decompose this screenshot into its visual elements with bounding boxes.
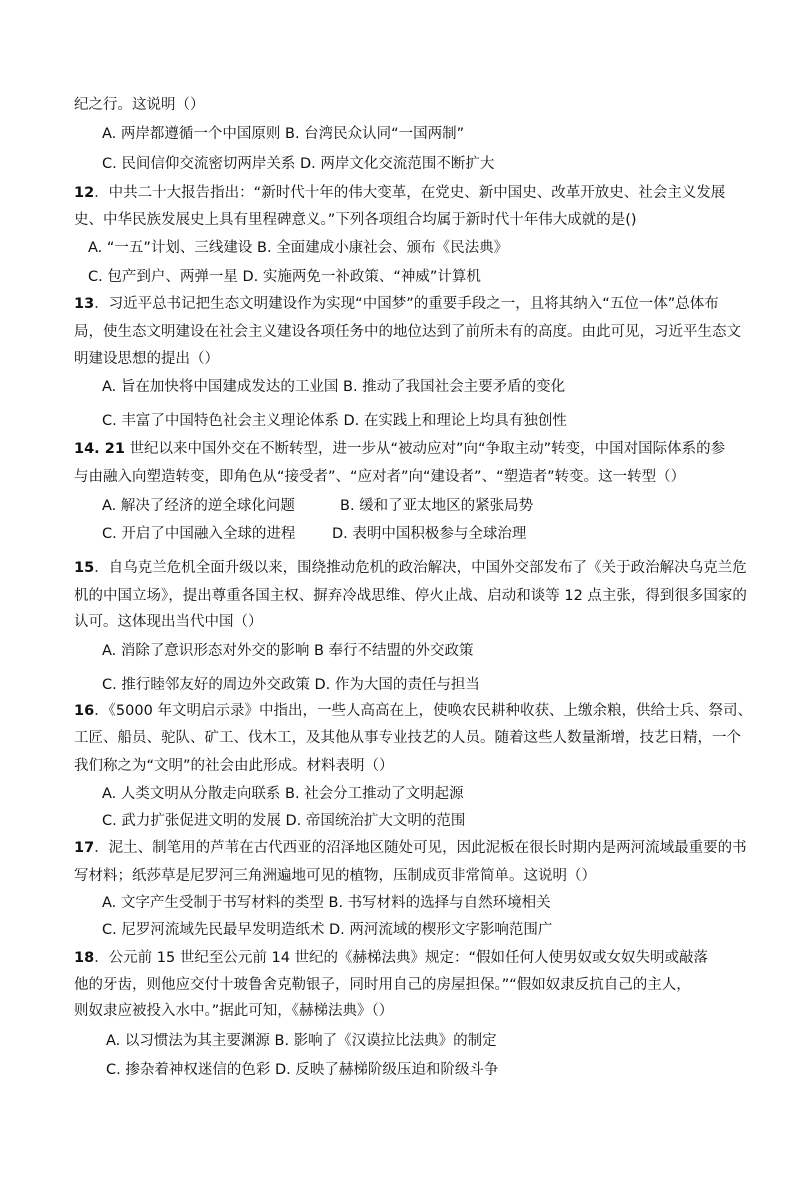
q16-number: 16 [74,703,95,719]
q15-stem-text-1: ．自乌克兰危机全面升级以来，围绕推动危机的政治解决，中国外交部发布了《关于政治解决乌克兰危 [94,560,747,576]
q11-option-ab: A. 两岸都遵循一个中国原则 B. 台湾民众认同“一国两制” [102,126,465,142]
q15-stem-line-2: 机的中国立场》，提出尊重各国主权、摒弃冷战思维、停火止战、启动和谈等 12 点主张，得到很多国家的 [74,588,747,604]
q15-stem-line-3: 认可。这体现出当代中国（） [74,614,263,630]
q17-stem-text-1: ．泥土、制笔用的芦苇在古代西亚的沼泽地区随处可见，因此泥板在很长时期内是两河流域最重要的书 [94,840,747,856]
q14-stem-line-2: 与由融入向塑造转变，即角色从“接受者”、“应对者”向“建设者”、“塑造者”转变。这一转型（） [74,469,686,485]
q14-option-a: A. 解决了经济的逆全球化问题 [102,498,295,514]
q17-stem-line-1 [74,838,747,858]
q11-stem-line-1: 纪之行。这说明（） [74,97,205,113]
q12-option-ab: A. “一五”计划、三线建设 B. 全面建成小康社会、颁布《民法典》 [88,240,509,256]
q13-stem-line-3: 明建设思想的提出（） [74,351,219,367]
q13-number: 13 [74,296,95,312]
q13-stem-line-1 [74,294,719,314]
q15-number: 15 [74,560,95,576]
q15-option-cd: C. 推行睦邻友好的周边外交政策 D. 作为大国的责任与担当 [102,677,480,693]
q14-number: 14. 21 [74,441,125,457]
q12-option-cd: C. 包产到户、两弹一星 D. 实施两免一补政策、“神威”计算机 [88,269,481,285]
q18-option-cd: C. 掺杂着神权迷信的色彩 D. 反映了赫梯阶级压迫和阶级斗争 [106,1062,499,1078]
q18-number: 18 [74,950,95,966]
q15-stem-line-1 [74,558,747,578]
q18-option-ab: A. 以习惯法为其主要渊源 B. 影响了《汉谟拉比法典》的制定 [106,1033,497,1049]
q14-option-c: C. 开启了中国融入全球的进程 [102,526,296,542]
q13-option-ab: A. 旨在加快将中国建成发达的工业国 B. 推动了我国社会主要矛盾的变化 [102,379,566,395]
q16-stem-line-3: 我们称之为“文明”的社会由此形成。材料表明（） [74,758,394,774]
q18-stem-text-1: ．公元前 15 世纪至公元前 14 世纪的《赫梯法典》规定：“假如任何人使男奴或女奴失明或敲落 [94,950,709,966]
q16-stem-line-1 [74,701,752,721]
q17-option-cd: C. 尼罗河流域先民最早发明造纸术 D. 两河流域的楔形文字影响范围广 [102,922,553,938]
q18-stem-line-2: 他的牙齿，则他应交付十玻鲁舍克勒银子，同时用自己的房屋担保。”“假如奴隶反抗自己的主人， [74,977,691,993]
q14-option-d: D. 表明中国积极参与全球治理 [332,526,527,542]
q17-option-ab: A. 文字产生受制于书写材料的类型 B. 书写材料的选择与自然环境相关 [102,895,551,911]
q17-stem-line-2: 写材料；纸莎草是尼罗河三角洲遍地可见的植物，压制成页非常简单。这说明（） [74,868,596,884]
q16-option-cd: C. 武力扩张促进文明的发展 D. 帝国统治扩大文明的范围 [102,813,466,829]
q12-number: 12 [74,185,95,201]
q16-stem-line-2: 工匠、船员、驼队、矿工、伐木工，及其他从事专业技艺的人员。随着这些人数量渐增，技艺日精，一个 [74,730,741,746]
q16-stem-text-1: ．《5000 年文明启示录》中指出，一些人高高在上，使唤农民耕种收获、上缴余粮，供给士兵、祭司、 [94,703,752,719]
q12-stem-text-1: ．中共二十大报告指出：“新时代十年的伟大变革，在党史、新中国史、改革开放史、社会主义发展 [94,185,726,201]
q11-option-cd: C. 民间信仰交流密切两岸关系 D. 两岸文化交流范围不断扩大 [102,156,495,172]
q18-stem-line-3: 则奴隶应被投入水中。”据此可知，《赫梯法典》（） [74,1003,394,1019]
q17-number: 17 [74,840,95,856]
q14-stem-line-1 [74,439,725,459]
q13-stem-text-1: ．习近平总书记把生态文明建设作为实现“中国梦”的重要手段之一，且将其纳入“五位一体”总体布 [94,296,719,312]
q16-option-ab: A. 人类文明从分散走向联系 B. 社会分工推动了文明起源 [102,786,464,802]
q12-stem-line-1 [74,183,725,203]
q13-stem-line-2: 局，使生态文明建设在社会主义建设各项任务中的地位达到了前所未有的高度。由此可见，习近平生态文 [74,324,741,340]
q13-option-cd: C. 丰富了中国特色社会主义理论体系 D. 在实践上和理论上均具有独创性 [102,413,567,429]
q15-option-ab: A. 消除了意识形态对外交的影响 B 奉行不结盟的外交政策 [102,643,474,659]
q18-stem-line-1 [74,948,708,968]
q14-option-b: B. 缓和了亚太地区的紧张局势 [340,498,534,514]
q14-stem-text-1: 世纪以来中国外交在不断转型，进一步从“被动应对”向“争取主动”转变，中国对国际体系的参 [124,441,726,457]
q12-stem-line-2: 史、中华民族发展史上具有里程碑意义。”下列各项组合均属于新时代十年伟大成就的是() [74,212,637,228]
